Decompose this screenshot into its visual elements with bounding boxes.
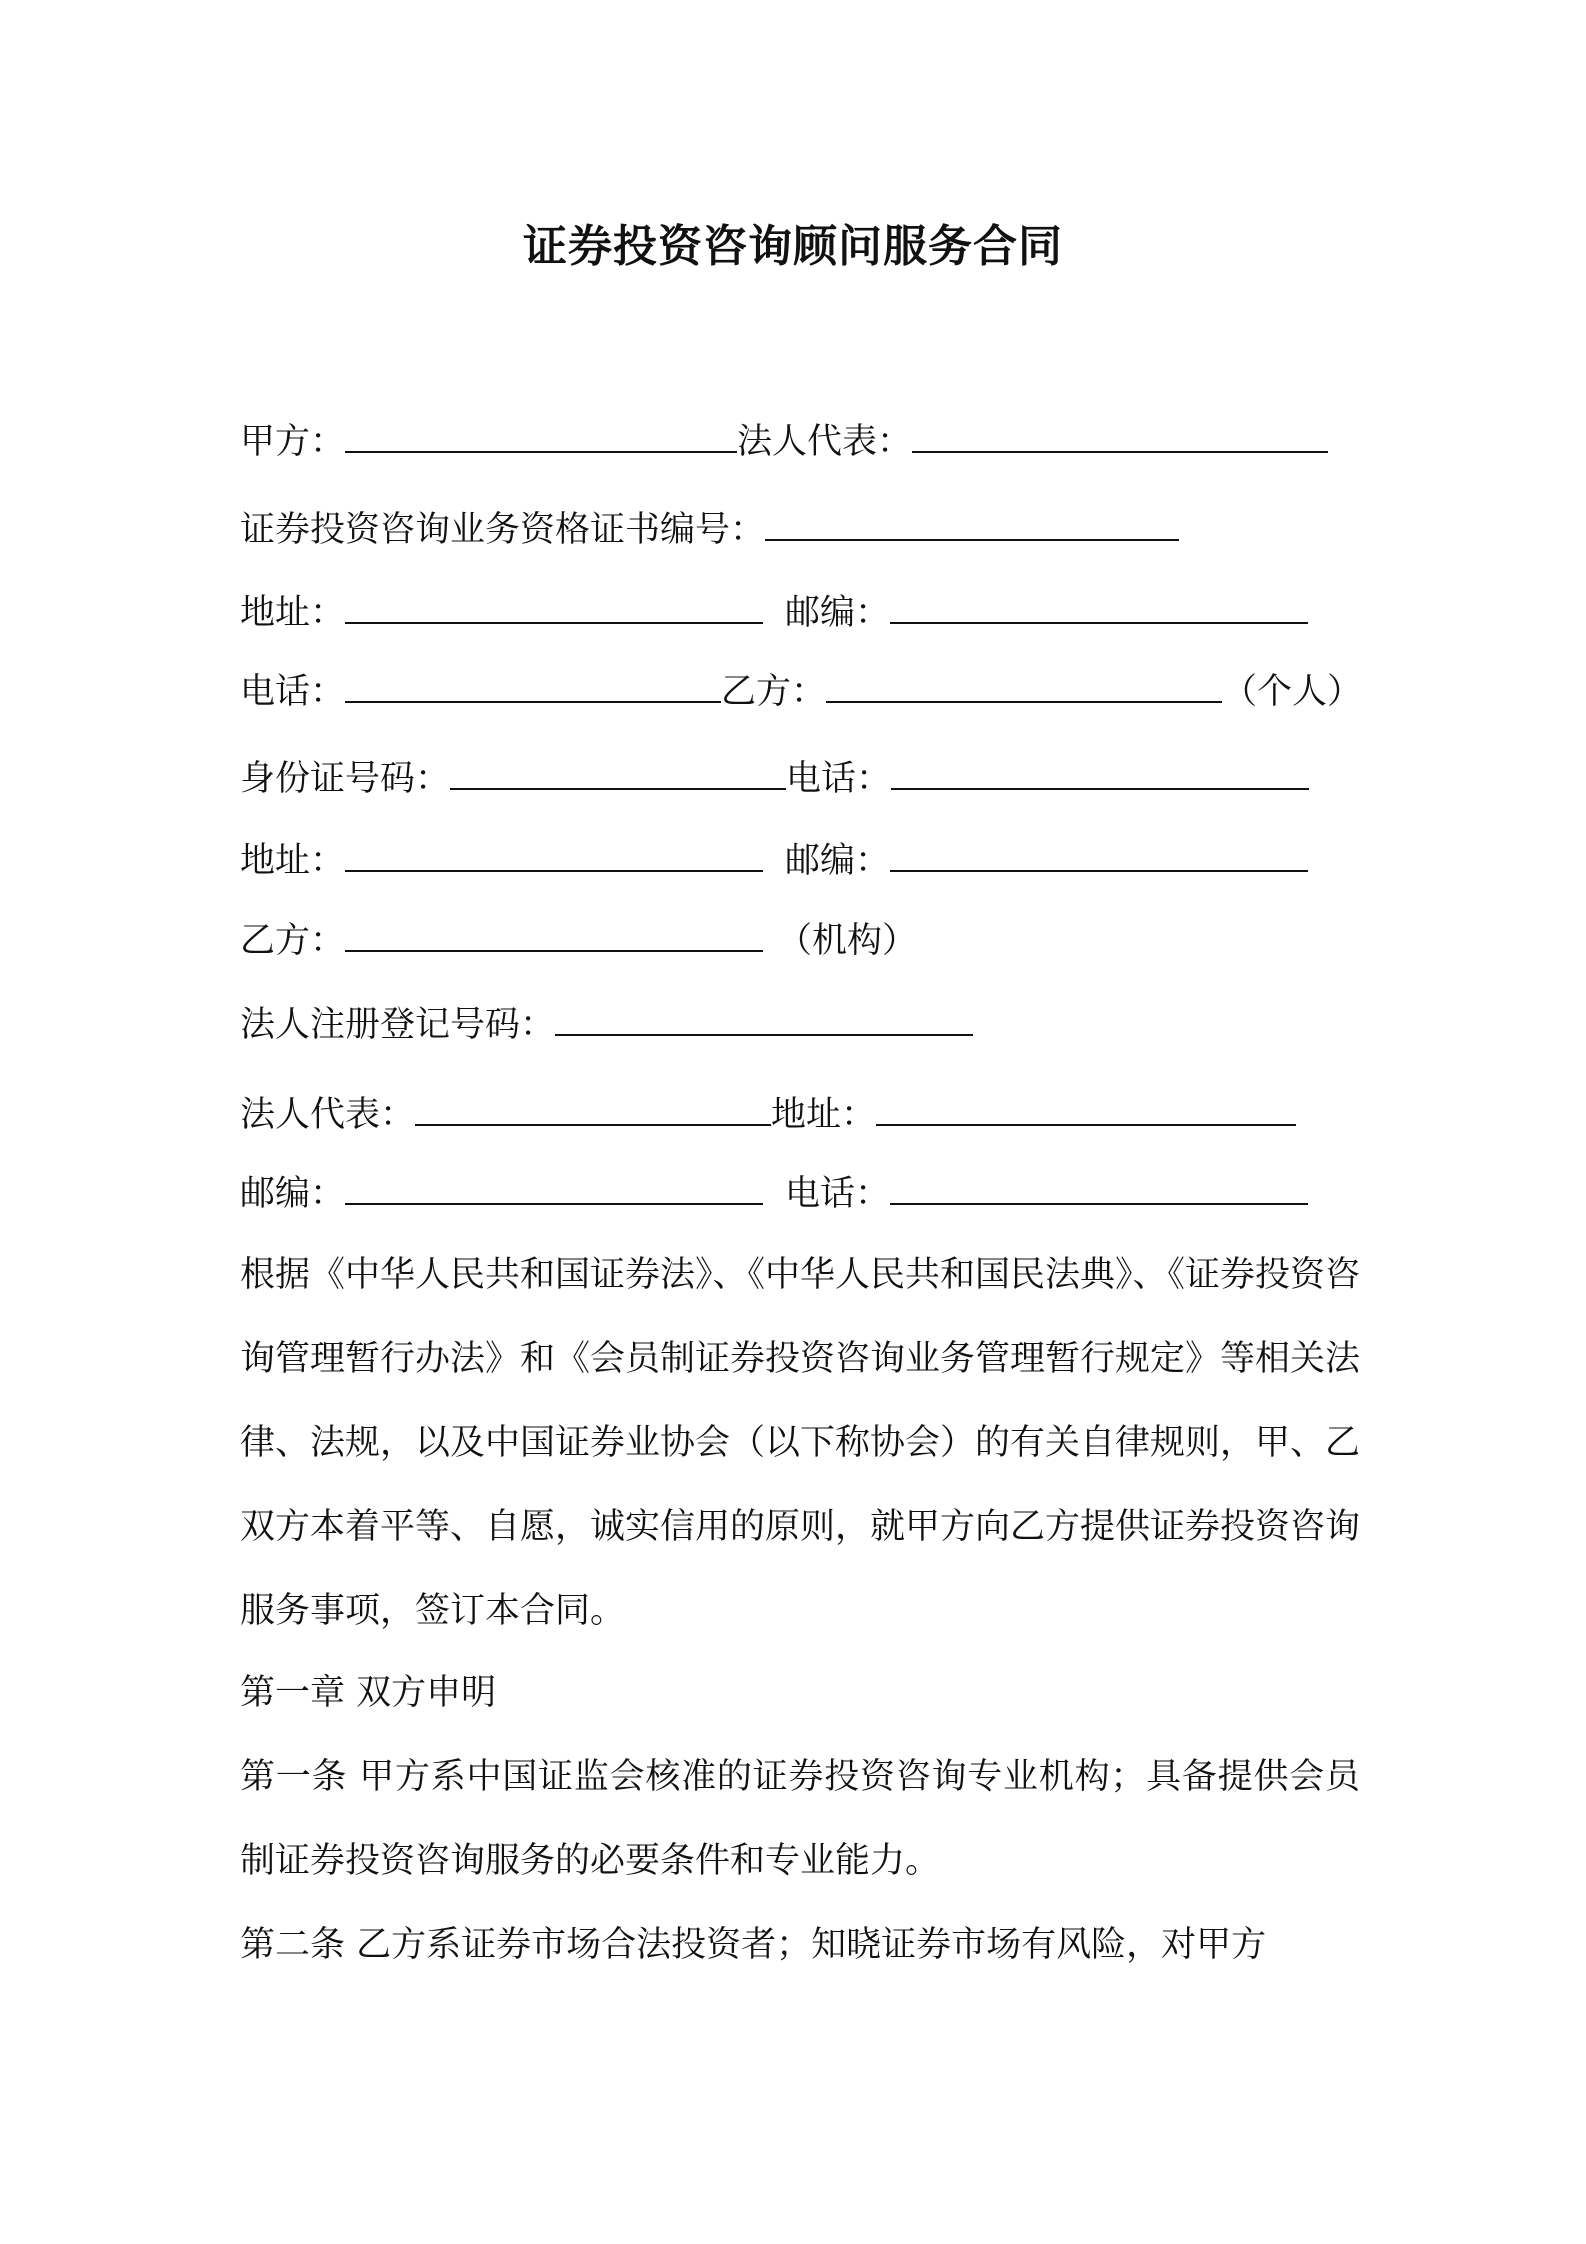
- postcode-blank[interactable]: [890, 834, 1308, 872]
- row-id-number: [240, 752, 1309, 804]
- row-address-1: [240, 586, 1308, 638]
- row-party-b-institution: [240, 914, 917, 966]
- cert-number-label: 证券投资咨询业务资格证书编号：: [240, 510, 766, 550]
- postcode-blank[interactable]: [345, 1167, 763, 1205]
- row-legal-rep-address: [240, 1088, 1296, 1140]
- legal-rep-blank[interactable]: [415, 1088, 771, 1126]
- legal-rep-label: 法人代表：: [737, 422, 913, 462]
- id-number-blank[interactable]: [450, 752, 786, 790]
- postcode-label: 邮编：: [240, 1174, 346, 1214]
- id-number-label: 身份证号码：: [240, 759, 451, 799]
- postcode-label: 邮编：: [785, 593, 891, 633]
- address-blank[interactable]: [345, 834, 763, 872]
- cert-number-blank[interactable]: [765, 503, 1179, 541]
- party-b-label: 乙方：: [721, 672, 827, 712]
- document-title: 证券投资咨询顾问服务合同: [523, 221, 1063, 272]
- phone-blank[interactable]: [345, 665, 721, 703]
- address-label: 地址：: [240, 841, 346, 881]
- party-a-blank[interactable]: [345, 415, 737, 453]
- phone-blank[interactable]: [891, 752, 1309, 790]
- preamble-paragraph: 根据《中华人民共和国证券法》、《中华人民共和国民法典》、《证券投资咨询管理暂行办法》和《会员制证券投资咨询业务管理暂行规定》等相关法律、法规，以及中国证券业协会（以下称协会）的有关自律规则，甲、乙双方本着平等、自愿，诚实信用的原则，就甲方向乙方提供证券投资咨询服务事项，签订本合同。: [240, 1255, 1361, 1631]
- chapter-heading: 第一章 双方申明: [240, 1673, 497, 1713]
- phone-label: 电话：: [240, 672, 346, 712]
- party-b-blank[interactable]: [826, 665, 1222, 703]
- row-party-a: [240, 415, 1328, 467]
- row-address-2: [240, 834, 1308, 886]
- institution-label: （机构）: [777, 921, 918, 961]
- article-1: 第一条 甲方系中国证监会核准的证券投资咨询专业机构；具备提供会员制证券投资咨询服务的必要条件和专业能力。: [240, 1757, 1360, 1881]
- address-label: 地址：: [240, 593, 346, 633]
- individual-label: （个人）: [1222, 672, 1363, 712]
- legal-registration-blank[interactable]: [555, 998, 973, 1036]
- row-legal-registration: [240, 998, 973, 1050]
- row-phone-party-b-individual: [240, 665, 1362, 717]
- phone-label: 电话：: [786, 759, 892, 799]
- postcode-blank[interactable]: [890, 586, 1308, 624]
- phone-label: 电话：: [785, 1174, 891, 1214]
- row-postcode-phone: [240, 1167, 1308, 1219]
- legal-rep-blank[interactable]: [912, 415, 1328, 453]
- address-blank[interactable]: [876, 1088, 1296, 1126]
- address-label: 地址：: [771, 1095, 877, 1135]
- party-b-label: 乙方：: [240, 921, 346, 961]
- address-blank[interactable]: [345, 586, 763, 624]
- phone-blank[interactable]: [890, 1167, 1308, 1205]
- legal-rep-label: 法人代表：: [240, 1095, 416, 1135]
- row-cert-number: [240, 503, 1179, 555]
- article-2: 第二条 乙方系证券市场合法投资者；知晓证券市场有风险，对甲方: [240, 1925, 1267, 1965]
- party-b-blank[interactable]: [345, 914, 763, 952]
- postcode-label: 邮编：: [785, 841, 891, 881]
- party-a-label: 甲方：: [240, 422, 346, 462]
- legal-registration-label: 法人注册登记号码：: [240, 1005, 556, 1045]
